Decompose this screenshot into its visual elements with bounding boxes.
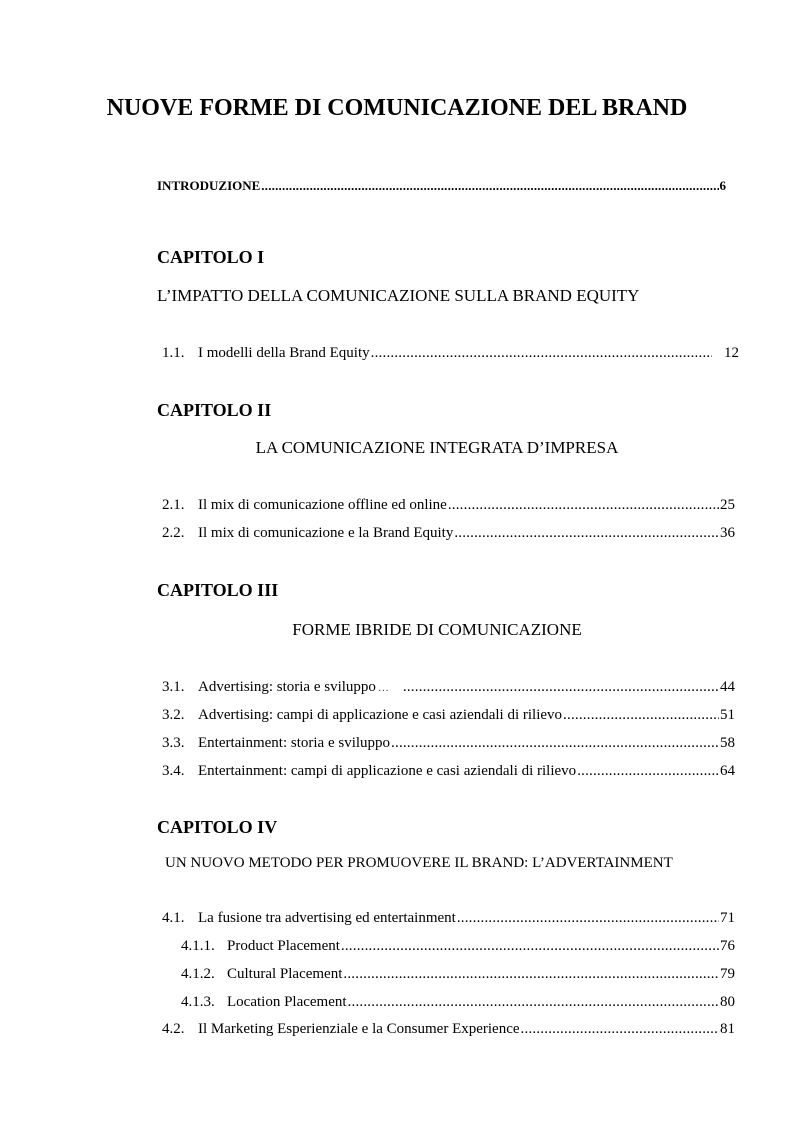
toc-entry-4-1-3[interactable] (181, 994, 735, 1011)
toc-leader-dots (403, 679, 719, 696)
toc-page-number: 58 (720, 735, 735, 751)
toc-page-number: 12 (724, 345, 739, 361)
toc-entry-text: Il Marketing Esperienziale e la Consumer Experience (198, 1021, 520, 1037)
chapter-3-heading: CAPITOLO III (157, 580, 279, 600)
chapter-4-subtitle: UN NUOVO METODO PER PROMUOVERE IL BRAND: L’ADVERTAINMENT (165, 855, 673, 871)
toc-page-number: 76 (720, 938, 735, 954)
toc-entry-ellipsis: … (377, 682, 389, 694)
toc-leader-dots (371, 345, 712, 362)
toc-page-number: 6 (719, 178, 726, 193)
toc-entry-number: 3.4. (162, 763, 185, 779)
toc-entry-number: 3.1. (162, 679, 185, 695)
toc-leader-dots (391, 735, 719, 752)
toc-page-number: 79 (720, 966, 735, 982)
toc-page-number: 51 (720, 707, 735, 723)
toc-entry-text: Product Placement (227, 938, 340, 954)
toc-entry-text: Location Placement (227, 994, 347, 1010)
document-title: NUOVE FORME DI COMUNICAZIONE DEL BRAND (106, 95, 688, 121)
toc-entry-number: 4.1.1. (181, 938, 215, 954)
chapter-2-heading: CAPITOLO II (157, 400, 272, 420)
toc-entry-number: 4.1. (162, 910, 185, 926)
toc-entry-2-1[interactable] (162, 497, 735, 514)
toc-entry-text: I modelli della Brand Equity (198, 345, 370, 361)
toc-entry-text: Cultural Placement (227, 966, 343, 982)
toc-entry-text: La fusione tra advertising ed entertainment (198, 910, 456, 926)
toc-entry-text: Il mix di comunicazione e la Brand Equity (198, 525, 454, 541)
toc-page-number: 36 (720, 525, 735, 541)
toc-entry-text: Advertising: storia e sviluppo (198, 679, 376, 695)
toc-entry-4-1[interactable] (162, 910, 735, 927)
chapter-1-subtitle: L’IMPATTO DELLA COMUNICAZIONE SULLA BRAND EQUITY (157, 286, 640, 305)
toc-entry-number: 2.2. (162, 525, 185, 541)
toc-entry-text: Il mix di comunicazione offline ed online (198, 497, 447, 513)
toc-entry-number: 2.1. (162, 497, 185, 513)
toc-leader-dots (341, 938, 719, 955)
toc-leader-dots (348, 994, 719, 1011)
toc-intro-label: INTRODUZIONE (157, 178, 261, 193)
toc-page-number: 25 (720, 497, 735, 513)
toc-leader-dots (261, 178, 718, 194)
toc-leader-dots (448, 497, 719, 514)
toc-entry-number: 4.1.2. (181, 966, 215, 982)
toc-page-number: 80 (720, 994, 735, 1010)
toc-entry-text: Entertainment: campi di applicazione e casi aziendali di rilievo (198, 763, 577, 779)
toc-page-number: 44 (720, 679, 735, 695)
toc-page-number: 64 (720, 763, 735, 779)
toc-entry-number: 3.3. (162, 735, 185, 751)
toc-entry-number: 4.2. (162, 1021, 185, 1037)
toc-page-number: 71 (720, 910, 735, 926)
toc-entry-3-1[interactable] (162, 679, 735, 696)
toc-leader-dots (343, 966, 719, 983)
toc-entry-text: Advertising: campi di applicazione e casi aziendali di rilievo (198, 707, 563, 723)
toc-entry-2-2[interactable] (162, 525, 735, 542)
toc-entry-number: 1.1. (162, 345, 185, 361)
toc-entry-number: 4.1.3. (181, 994, 215, 1010)
chapter-2-subtitle: LA COMUNICAZIONE INTEGRATA D’IMPRESA (255, 438, 619, 457)
toc-entry-4-2[interactable] (162, 1021, 735, 1038)
toc-leader-dots (454, 525, 719, 542)
toc-entry-3-2[interactable] (162, 707, 735, 724)
toc-entry-4-1-1[interactable] (181, 938, 735, 955)
chapter-4-heading: CAPITOLO IV (157, 817, 278, 837)
toc-entry-3-3[interactable] (162, 735, 735, 752)
toc-entry-3-4[interactable] (162, 763, 735, 780)
toc-leader-dots (577, 763, 719, 780)
toc-leader-dots (521, 1021, 719, 1038)
chapter-1-heading: CAPITOLO I (157, 247, 265, 267)
toc-leader-dots (563, 707, 719, 724)
chapter-3-subtitle: FORME IBRIDE DI COMUNICAZIONE (292, 620, 582, 639)
toc-entry-number: 3.2. (162, 707, 185, 723)
toc-entry-4-1-2[interactable] (181, 966, 735, 983)
toc-page-number: 81 (720, 1021, 735, 1037)
toc-entry-text: Entertainment: storia e sviluppo (198, 735, 391, 751)
toc-intro-row[interactable] (157, 178, 726, 194)
toc-entry-1-1[interactable] (162, 345, 739, 362)
toc-leader-dots (457, 910, 719, 927)
